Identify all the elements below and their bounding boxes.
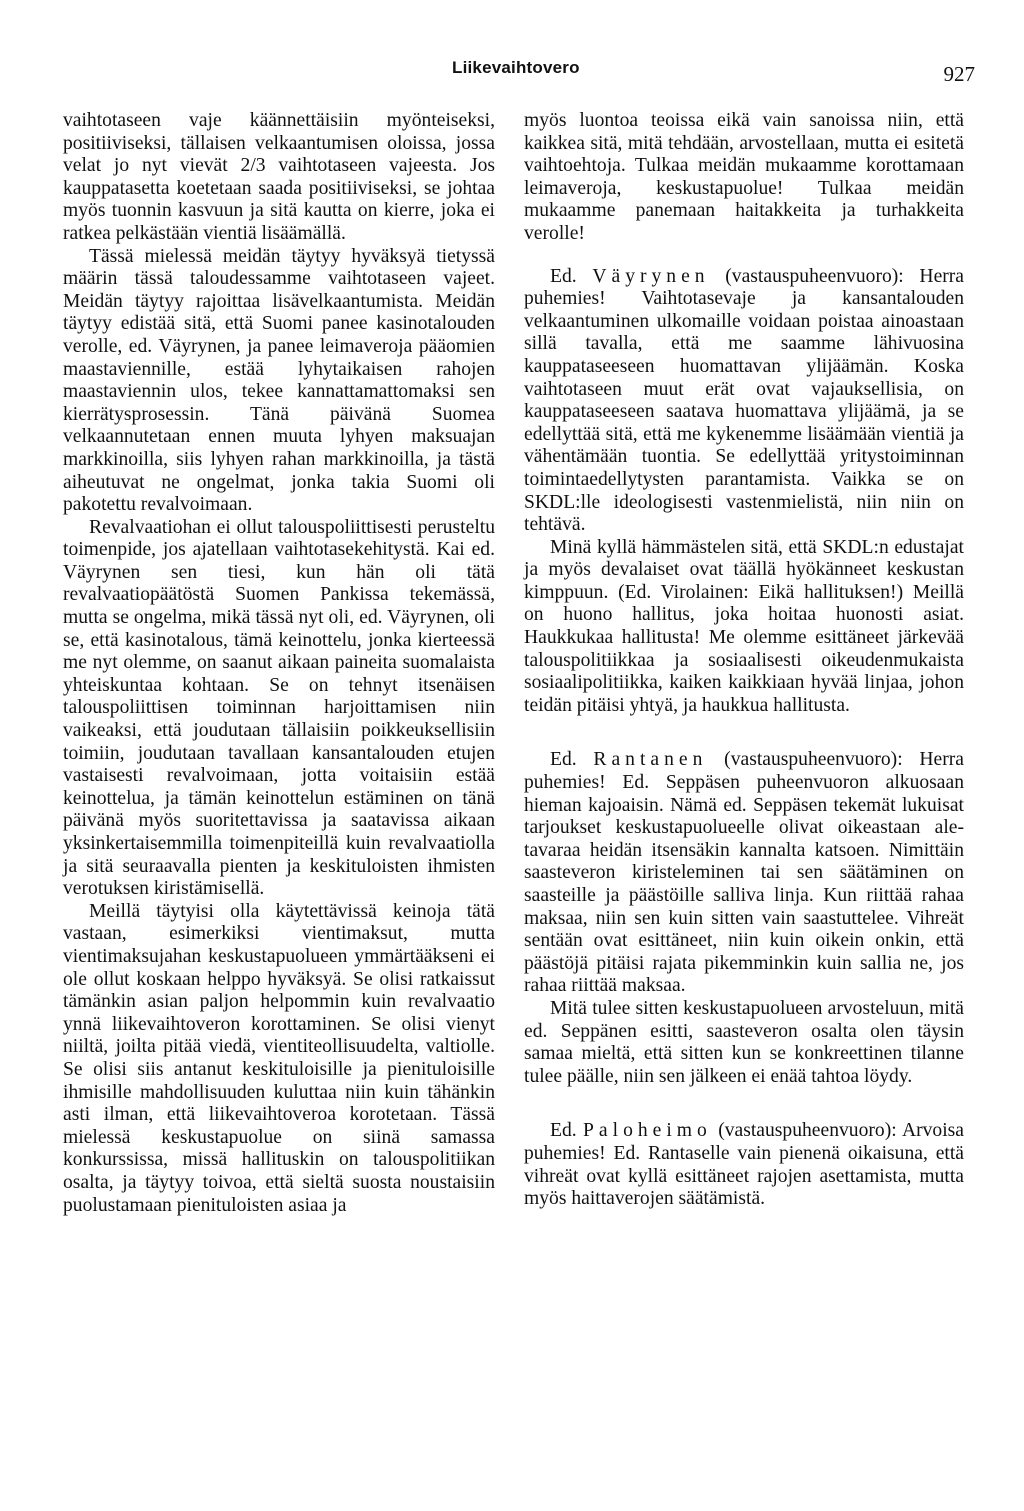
speaker-prefix: Ed. — [550, 749, 594, 771]
paragraph: Revalvaatiohan ei ollut talouspoliittisesti perusteltu toimenpide, jos ajatellaan vaihtotasekehitystä. Kai ed. Väyrynen sen tiesi, kun hän oli tätä revalvaatiopäätöstä Suomen Pankissa tekemässä, mutta se ongelma, mikä tässä nyt oli, ed. Väyrynen, oli se, että kasinotalous, tämä keinottelu, jonka kierteessä me nyt olemme, on saanut aikaan paineita suomalaista yhteiskuntaa kohtaan. Se on tehnyt itsenäisen talouspoliittisen toiminnan harjoittamisen niin vaikeaksi, että joudutaan tällaisiin poikkeuksellisiin toimiin, joudutaan tavallaan kansantalouden etujen vastaisesti revalvoimaan, jotta voitaisiin estää keinottelua, ja tämän keinottelun estäminen on tänä päivänä myös suoritettavissa ja saatavissa aikaan yksinkertaisemmilla toimenpiteillä kuin revalvaatiolla ja sitä seuraavalla pienten ja keskituloisten ihmisten verotuksen kiristämisellä. — [63, 516, 495, 900]
speaker-name: Väyrynen — [592, 265, 710, 287]
speaker-name: Rantanen — [593, 749, 708, 771]
speaker-prefix: Ed. — [550, 265, 593, 287]
speech-paloheimo — [524, 1120, 964, 1210]
speech-text: (vastauspuheenvuoro): Herra puhemies! Vaihtotasevaje ja kansantalouden velkaantuminen ulkomaille voidaan poistaa ainoastaan sillä tavalla, että me saamme lähivuosina kauppataseeseen huomattavan ylijäämän. Koska vaihtotaseen muut erät ovat vajauksellisia, on kauppataseeseen saatava huomattava ylijäämä, ja se edellyttää sitä, että me kykenemme lisäämään vientiä ja vähentämään tuontia. Se edellyttää yritystoiminnan toimintaedellytysten parantamista. Vaikka se on SKDL:lle ideologisesti vastenmielistä, niin niin on tehtävä. — [524, 265, 965, 536]
left-column — [63, 110, 495, 1217]
right-column — [524, 110, 964, 1211]
speech-text: (vastauspuheenvuoro): Arvoisa puhemies! Ed. Rantaselle vain pienenä oikaisuna, että vihreät ovat kyllä esittäneet rajojen asettamista, mutta myös haittaverojen säätämistä. — [524, 1120, 964, 1210]
paragraph: myös luontoa teoissa eikä vain sanoissa niin, että kaikkea sitä, mitä tehdään, arvostellaan, mutta ei esitetä vaihtoehtoja. Tulkaa meidän mukaamme korottamaan leimaveroja, keskustapuolue! Tulkaa meidän mukaamme panemaan haitakkeita ja turhakkeita verolle! — [524, 110, 964, 244]
paragraph: Minä kyllä hämmästelen sitä, että SKDL:n edustajat ja myös devalaiset ovat täällä hyökänneet keskustan kimppuun. (Ed. Virolainen: Eikä hallituksen!) Meillä on huono hallitus, joka hoitaa huonosti asiat. Haukkukaa hallitusta! Me olemme esittäneet järkevää talouspolitiikkaa ja sosiaalisesti oikeudenmukaista sosiaalipolitiikka, kaiken kaikkiaan hyvää linjaa, johon teidän pitäisi yhtyä, ja haukkua hallitusta. — [524, 536, 964, 716]
running-title: Liikevaihtovero — [452, 58, 580, 77]
speaker-name: Paloheimo — [583, 1120, 712, 1142]
speech-vayrynen — [524, 266, 964, 537]
speech-rantanen — [524, 749, 964, 998]
page-number: 927 — [943, 62, 975, 86]
paragraph: Mitä tulee sitten keskustapuolueen arvosteluun, mitä ed. Seppänen esitti, saasteveron osalta olen täysin samaa mieltä, että sitten kun se konkreettinen tilanne tulee päälle, niin sen jälkeen ei enää tahtoa löydy. — [524, 997, 964, 1087]
paragraph: Meillä täytyisi olla käytettävissä keinoja tätä vastaan, esimerkiksi vientimaksut, mutta vientimaksujahan keskustapuolueen ymmärtääkseni ei ole ollut koskaan helppo hyväksyä. Se olisi ratkaissut tämänkin asian paljon helpommin kuin revalvaatio ynnä liikevaihtoveron korottaminen. Se olisi vienyt niiltä, joilta pitää viedä, vientiteollisuudelta, valtiolle. Se olisi siis antanut keskituloisille ja pienituloisille ihmisille mahdollisuuden kuluttaa niin kuin tähänkin asti ilman, että liikevaihtoveroa korotetaan. Tässä mielessä keskustapuolue on siinä samassa konkurssissa, missä hallituskin on talouspolitiikan osalta, ja täytyy toivoa, että sieltä suosta noustaisiin puolustamaan pienituloisten asiaa ja — [63, 900, 495, 1216]
speaker-prefix: Ed. — [550, 1120, 584, 1142]
paragraph: vaihtotaseen vaje käännettäisiin myönteiseksi, positiiviseksi, tällaisen velkaantumisen oloissa, jossa velat jo nyt vievät 2/3 vaihtotaseen vajeesta. Jos kauppatasetta koetetaan saada positiiviseksi, se johtaa myös tuonnin kasvuun ja sitä kautta on kierre, joka ei ratkea pelkästään vientiä lisäämällä. — [63, 110, 495, 244]
paragraph: Tässä mielessä meidän täytyy hyväksyä tietyssä määrin tässä taloudessamme vaihtotaseen vajeet. Meidän täytyy rajoittaa lisävelkaantumista. Meidän täytyy edistää sitä, että Suomi panee kasinotalouden verolle, ed. Väyrynen, ja panee leimaveroja pääomien maastaviennille, estää lyhytaikaisen rahojen maastaviennin ulos, tekee kannattamattomaksi sen kierrätysprosessin. Tänä päivänä Suomea velkaannutetaan ennen muuta lyhyen maksuajan markkinoilla, siis lyhyen rahan markkinoilla, ja tästä aiheutuvat ne ongelmat, jonka takia Suomi oli pakotettu revalvoimaan. — [63, 245, 495, 516]
speech-text: (vastauspuheenvuoro): Herra puhemies! Ed. Seppäsen puheenvuoron alkuosaan hieman kajoaisin. Nämä ed. Seppäsen tekemät lukuisat tarjoukset keskustapuolueelle olivat oikeastaan ale-tavaraa heidän itsensäkin kannalta katsoen. Nimittäin saasteveron kiristeleminen tai sen säätäminen on saasteille ja päästöille salliva linja. Kun riittää rahaa maksaa, niin sen kuin sitten vain saastuttelee. Vihreät sentään ovat esittäneet, niin kuin oikein onkin, että päästöjä pitäisi rajata pikemminkin kuin sallia ne, jos rahaa riittää maksaa. — [524, 749, 964, 997]
page-header — [0, 58, 1024, 88]
